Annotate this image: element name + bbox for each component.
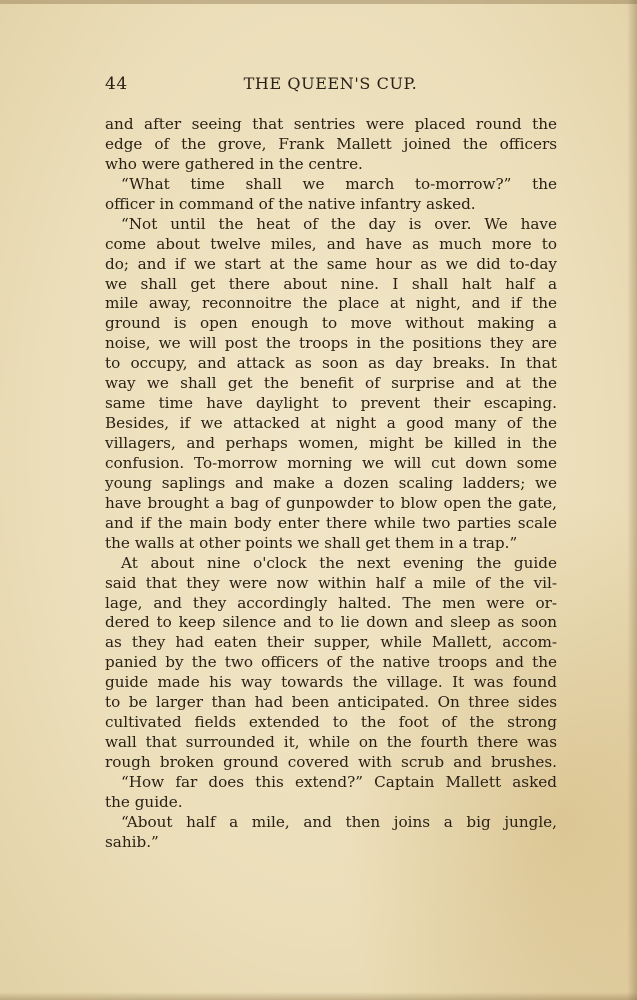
text-line: do; and if we start at the same hour as we did to-day [105,254,557,273]
running-title-text: THE QUEEN'S CUP. [243,74,418,93]
text-line: we shall get there about nine. I shall halt half a [105,274,557,293]
text-line: young saplings and make a dozen scaling ladders; we [105,473,557,492]
text-line: who were gathered in the centre. [105,154,363,173]
text-line: wall that surrounded it, while on the fourth there was [105,733,557,752]
text-line: lage, and they accordingly halted. The men were or- [105,593,557,612]
text-line: mile away, reconnoitre the place at night, and if the [105,294,557,313]
text-line: the guide. [105,792,183,811]
text-line: way we shall get the benefit of surprise and at the [105,374,557,393]
page-top-edge [0,0,637,4]
text-line: dered to keep silence and to lie down and sleep as soon [105,613,557,632]
text-line: “About half a mile, and then joins a big jungle, [121,812,557,831]
text-line: guide made his way towards the village. It was found [105,673,557,692]
text-line: come about twelve miles, and have as much more to [105,234,557,253]
text-line: cultivated fields extended to the foot of the strong [105,713,557,732]
text-line: and after seeing that sentries were placed round the [105,115,557,133]
text-line: “Not until the heat of the day is over. We have [121,214,557,233]
text-line: have brought a bag of gunpowder to blow open the gate, [105,493,557,512]
text-line: to occupy, and attack as soon as day breaks. In that [105,354,557,373]
text-line: “What time shall we march to-morrow?” the [121,174,557,193]
text-line: said that they were now within half a mile of the vil- [105,573,557,592]
text-line: confusion. To-morrow morning we will cut down some [105,453,557,472]
text-line: officer in command of the native infantry asked. [105,194,476,213]
page-right-edge [627,0,637,1000]
text-line: and if the main body enter there while two parties scale [105,513,557,532]
text-line: villagers, and perhaps women, might be killed in the [105,434,557,452]
text-line: Besides, if we attacked at night a good many of the [105,414,557,433]
text-line: to be larger than had been anticipated. On three sides [105,693,557,712]
running-title [0,74,637,93]
text-line: as they had eaten their supper, while Mallett, accom- [105,633,557,652]
text-line: panied by the two officers of the native troops and the [105,653,557,672]
body-text [105,115,557,853]
text-line: rough broken ground covered with scrub and brushes. [105,753,557,771]
page-bottom-edge [0,992,637,1000]
text-line: the walls at other points we shall get them in a trap.” [105,533,518,552]
page-number: 44 [105,74,128,94]
text-line: edge of the grove, Frank Mallett joined the officers [105,134,557,153]
text-line: ground is open enough to move without making a [105,314,557,333]
text-line: At about nine o'clock the next evening the guide [121,553,557,572]
text-line: noise, we will post the troops in the positions they are [105,334,557,353]
text-line: “How far does this extend?” Captain Mallett asked [121,772,557,791]
text-line: sahib.” [105,832,159,851]
text-line: same time have daylight to prevent their escaping. [105,394,557,413]
